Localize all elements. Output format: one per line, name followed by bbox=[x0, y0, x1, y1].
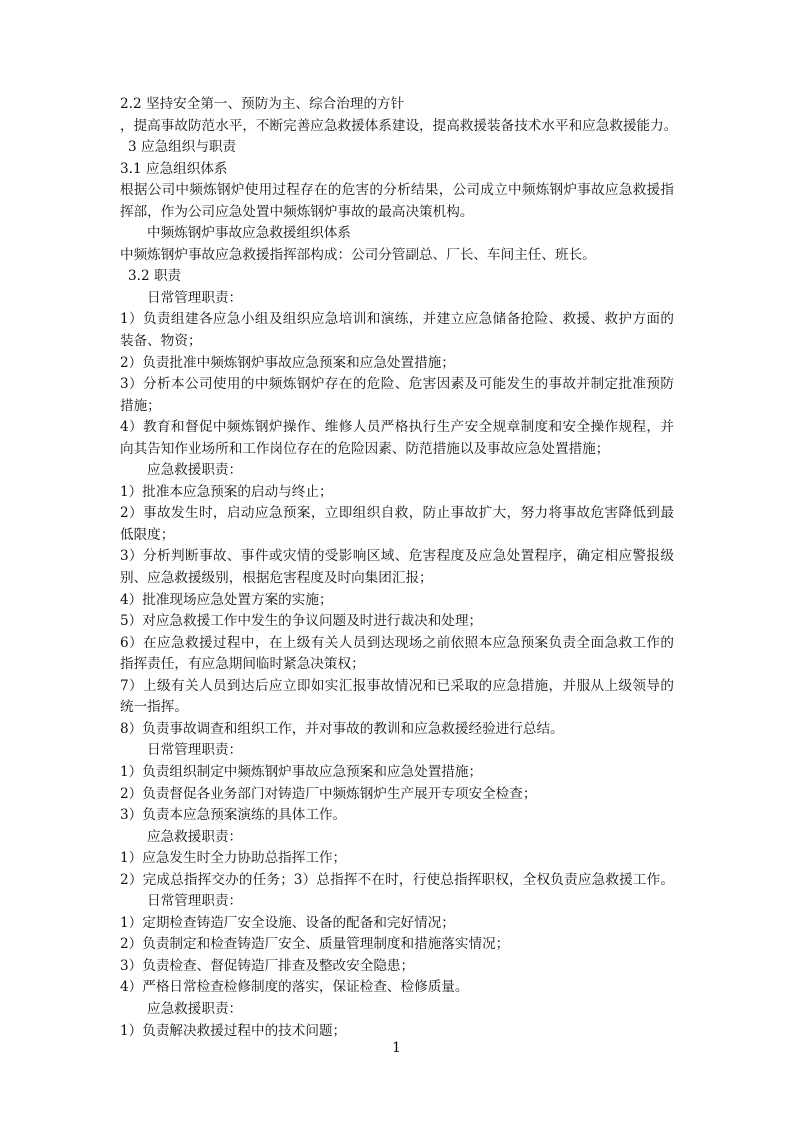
text-line: 应急救援职责： bbox=[147, 828, 243, 845]
text-line: 2）负责督促各业务部门对铸造厂中频炼钢炉生产展开专项安全检查； bbox=[120, 785, 537, 802]
text-line: 4）严格日常检查检修制度的落实，保证检查、检修质量。 bbox=[120, 979, 469, 996]
text-line: 5）对应急救援工作中发生的争议问题及时进行裁决和处理； bbox=[120, 613, 483, 630]
text-line: 挥部，作为公司应急处置中频炼钢炉事故的最高决策机构。 bbox=[120, 203, 474, 220]
text-line: 2）完成总指挥交办的任务；3）总指挥不在时，行使总指挥职权，全权负责应急救援工作。 bbox=[120, 871, 674, 888]
text-line: 3）负责检查、督促铸造厂排查及整改安全隐患； bbox=[120, 957, 415, 974]
text-line: 日常管理职责： bbox=[147, 742, 243, 759]
text-line: 6）在应急救援过程中，在上级有关人员到达现场之前依照本应急预案负责全面急救工作的 bbox=[120, 634, 674, 651]
text-line: 4）批准现场应急处置方案的实施； bbox=[120, 591, 333, 608]
text-line: 1）批准本应急预案的启动与终止； bbox=[120, 483, 333, 500]
document-body bbox=[120, 94, 678, 1042]
text-line: 别、应急救援级别，根据危害程度及时向集团汇报； bbox=[120, 570, 433, 587]
text-line: 1）定期检查铸造厂安全设施、设备的配备和完好情况； bbox=[120, 914, 455, 931]
text-line: 低限度； bbox=[120, 526, 175, 543]
text-line: 3）分析本公司使用的中频炼钢炉存在的危险、危害因素及可能发生的事故并制定批准预防 bbox=[120, 376, 674, 393]
text-line: 2）负责制定和检查铸造厂安全、质量管理制度和措施落实情况； bbox=[120, 936, 510, 953]
text-line: 1）负责组织制定中频炼钢炉事故应急预案和应急处置措施； bbox=[120, 763, 483, 780]
text-line: 应急救援职责： bbox=[147, 462, 243, 479]
text-line: 中频炼钢炉事故应急救援组织体系 bbox=[147, 225, 351, 242]
page-number: 1 bbox=[392, 1040, 401, 1056]
text-line: 8）负责事故调查和组织工作，并对事故的教训和应急救援经验进行总结。 bbox=[120, 720, 564, 737]
text-line: 日常管理职责： bbox=[147, 289, 243, 306]
text-line: 向其告知作业场所和工作岗位存在的危险因素、防范措施以及事故应急处置措施； bbox=[120, 440, 610, 457]
text-line: 2）事故发生时，启动应急预案，立即组织自救，防止事故扩大，努力将事故危害降低到最 bbox=[120, 505, 674, 522]
text-line: 3.2 职责 bbox=[128, 268, 182, 285]
text-line: 根据公司中频炼钢炉使用过程存在的危害的分析结果，公司成立中频炼钢炉事故应急救援指 bbox=[120, 182, 674, 199]
text-line: 2.2 坚持安全第一、预防为主、综合治理的方针 bbox=[120, 96, 405, 112]
text-line: 3.1 应急组织体系 bbox=[120, 160, 228, 177]
text-line: 3）分析判断事故、事件或灾情的受影响区域、危害程度及应急处置程序，确定相应警报级 bbox=[120, 548, 674, 565]
text-line: 中频炼钢炉事故应急救援指挥部构成：公司分管副总、厂长、车间主任、班长。 bbox=[120, 246, 596, 263]
text-line: 3 应急组织与职责 bbox=[128, 139, 237, 156]
text-line: 1）应急发生时全力协助总指挥工作； bbox=[120, 850, 347, 867]
text-line: 1）负责解决救援过程中的技术问题； bbox=[120, 1022, 347, 1039]
text-line: 应急救援职责： bbox=[147, 1000, 243, 1017]
text-line: 统一指挥。 bbox=[120, 699, 188, 716]
text-line: 日常管理职责： bbox=[147, 893, 243, 910]
text-line: 3）负责本应急预案演练的具体工作。 bbox=[120, 807, 347, 824]
text-line: 4）教育和督促中频炼钢炉操作、维修人员严格执行生产安全规章制度和安全操作规程，并 bbox=[120, 419, 674, 436]
text-line: 7）上级有关人员到达后应立即如实汇报事故情况和已采取的应急措施，并服从上级领导的 bbox=[120, 677, 674, 694]
text-line: ，提高事故防范水平，不断完善应急救援体系建设，提高救援装备技术水平和应急救援能力。 bbox=[120, 117, 678, 134]
text-line: 措施； bbox=[120, 397, 161, 414]
text-line: 装备、物资； bbox=[120, 333, 202, 350]
text-line: 2）负责批准中频炼钢炉事故应急预案和应急处置措施； bbox=[120, 354, 455, 371]
text-line: 1）负责组建各应急小组及组织应急培训和演练，并建立应急储备抢险、救援、救护方面的 bbox=[120, 311, 674, 328]
text-line: 指挥责任，有应急期间临时紧急决策权； bbox=[120, 656, 365, 673]
